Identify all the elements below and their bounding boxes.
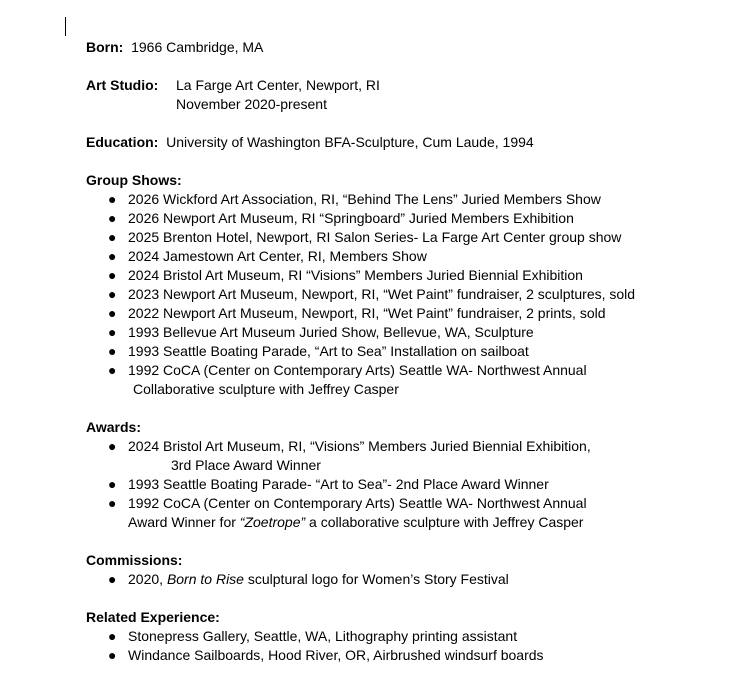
group-shows-continuation: Collaborative sculpture with Jeffrey Casper [133,381,399,397]
list-item: ● 2022 Newport Art Museum, Newport, RI, “Wet Paint” fundraiser, 2 prints, sold [108,305,606,321]
list-item: ● Stonepress Gallery, Seattle, WA, Lithography printing assistant [108,628,518,644]
bullet-icon: ● [108,229,117,245]
awards-list-2 [86,475,726,513]
bullet-icon: ● [108,248,117,264]
bullet-icon: ● [108,438,117,454]
bullet-icon: ● [108,628,117,644]
text-cursor [65,17,66,36]
awards-heading: Awards: [86,419,141,435]
award-continuation: 3rd Place Award Winner [171,457,321,473]
list-item: ● Windance Sailboards, Hood River, OR, Airbrushed windsurf boards [108,647,544,663]
born-line [86,38,726,57]
list-item: ● 1992 CoCA (Center on Contemporary Arts) Seattle WA- Northwest Annual [108,495,587,511]
award-continuation: Award Winner for “Zoetrope” a collaborative sculpture with Jeffrey Casper [128,514,584,530]
born-label: Born: [86,39,124,55]
list-item: ● 2020, Born to Rise sculptural logo for Women’s Story Festival [108,571,509,587]
bullet-icon: ● [108,305,117,321]
studio-location: La Farge Art Center, Newport, RI [176,77,380,93]
commissions-list [86,570,726,589]
awards-list [86,437,726,456]
bullet-icon: ● [108,571,117,587]
bullet-icon: ● [108,476,117,492]
list-item: ● 2024 Bristol Art Museum, RI, “Visions” Members Juried Biennial Exhibition, [108,438,591,454]
list-item: ● 1993 Seattle Boating Parade- “Art to Sea”- 2nd Place Award Winner [108,476,549,492]
list-item: ● 2026 Wickford Art Association, RI, “Behind The Lens” Juried Members Show [108,191,601,207]
list-item: ● 1992 CoCA (Center on Contemporary Arts) Seattle WA- Northwest Annual [108,362,587,378]
bullet-icon: ● [108,495,117,511]
list-item: ● 2023 Newport Art Museum, Newport, RI, “Wet Paint” fundraiser, 2 sculptures, sold [108,286,636,302]
bullet-icon: ● [108,647,117,663]
bullet-icon: ● [108,286,117,302]
education-line [86,133,726,152]
bullet-icon: ● [108,210,117,226]
studio-line [86,76,726,95]
bullet-icon: ● [108,362,117,378]
related-experience-list [86,627,726,665]
group-shows-heading: Group Shows: [86,172,182,188]
group-shows-list [86,190,726,380]
education-label: Education: [86,134,159,150]
list-item: ● 2026 Newport Art Museum, RI “Springboard” Juried Members Exhibition [108,210,574,226]
list-item: ● 1993 Seattle Boating Parade, “Art to Sea” Installation on sailboat [108,343,529,359]
list-item: ● 2024 Bristol Art Museum, RI “Visions” Members Juried Biennial Exhibition [108,267,583,283]
bullet-icon: ● [108,343,117,359]
bullet-icon: ● [108,324,117,340]
studio-label: Art Studio: [86,77,159,93]
commissions-heading: Commissions: [86,552,183,568]
document-body[interactable] [86,38,726,665]
list-item: ● 2025 Brenton Hotel, Newport, RI Salon Series- La Farge Art Center group show [108,229,622,245]
studio-dates: November 2020-present [176,96,327,112]
born-value: 1966 Cambridge, MA [131,39,264,55]
list-item: ● 1993 Bellevue Art Museum Juried Show, Bellevue, WA, Sculpture [108,324,534,340]
bullet-icon: ● [108,191,117,207]
related-experience-heading: Related Experience: [86,609,220,625]
education-value: University of Washington BFA-Sculpture, Cum Laude, 1994 [166,134,534,150]
bullet-icon: ● [108,267,117,283]
list-item: ● 2024 Jamestown Art Center, RI, Members Show [108,248,427,264]
